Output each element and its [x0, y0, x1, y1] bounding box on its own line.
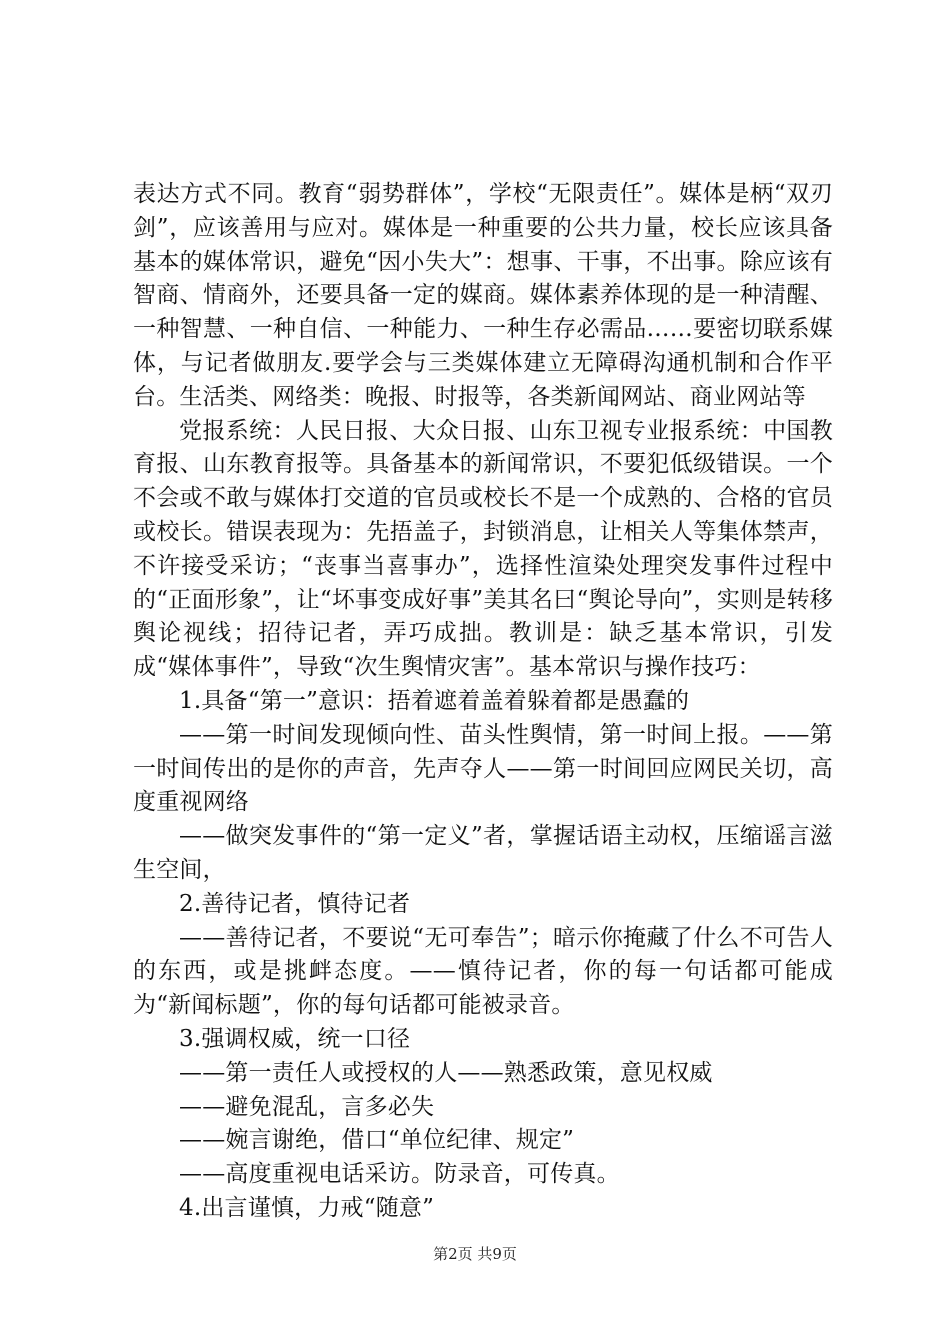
- paragraph-4: ——第一时间发现倾向性、苗头性舆情，第一时间上报。——第一时间传出的是你的声音，先声夺人——第一时间回应网民关切，高度重视网络: [133, 721, 833, 816]
- paragraph-1: 表达方式不同。教育“弱势群体”，学校“无限责任”。媒体是柄“双刃剑”，应该善用与应对。媒体是一种重要的公共力量，校长应该具备基本的媒体常识，避免“因小失大”：想事、干事，不出事。除应该有智商、情商外，还要具备一定的媒商。媒体素养体现的是一种清醒、一种智慧、一种自信、一种能力、一种生存必需品……要密切联系媒体，与记者做朋友.要学会与三类媒体建立无障碍沟通机制和合作平台。生活类、网络类：晚报、时报等，各类新闻网站、商业网站等: [133, 181, 833, 410]
- paragraph-6: 2.善待记者，慎待记者: [179, 890, 411, 917]
- paragraph-12: ——高度重视电话采访。防录音，可传真。: [179, 1161, 620, 1188]
- paragraph-2: 党报系统：人民日报、大众日报、山东卫视专业报系统：中国教育报、山东教育报等。具备基本的新闻常识，不要犯低级错误。一个不会或不敢与媒体打交道的官员或校长不是一个成熟的、合格的官员或校长。错误表现为：先捂盖子，封锁消息，让相关人等集体禁声，不许接受采访；“丧事当喜事办”，选择性渲染处理突发事件过程中的“正面形象”，让“坏事变成好事”美其名曰“舆论导向”，实则是转移舆论视线；招待记者，弄巧成拙。教训是：缺乏基本常识，引发成“媒体事件”，导致“次生舆情灾害”。基本常识与操作技巧：: [133, 417, 833, 681]
- document-body: [133, 178, 833, 1226]
- paragraph-7: ——善待记者，不要说“无可奉告”；暗示你掩藏了什么不可告人的东西，或是挑衅态度。——慎待记者，你的每一句话都可能成为“新闻标题”，你的每句话都可能被录音。: [133, 924, 833, 1019]
- paragraph-5: ——做突发事件的“第一定义”者，掌握话语主动权，压缩谣言滋生空间，: [133, 823, 833, 883]
- paragraph-10: ——避免混乱，言多必失: [179, 1093, 435, 1120]
- paragraph-8: 3.强调权威，统一口径: [179, 1025, 411, 1052]
- page-footer: 第2页 共9页: [433, 1245, 517, 1263]
- paragraph-9: ——第一责任人或授权的人——熟悉政策，意见权威: [179, 1059, 713, 1086]
- paragraph-3: 1.具备“第一”意识：捂着遮着盖着躲着都是愚蠢的: [179, 687, 690, 714]
- paragraph-11: ——婉言谢绝，借口“单位纪律、规定”: [179, 1127, 575, 1154]
- paragraph-13: 4.出言谨慎，力戒“随意”: [179, 1194, 435, 1221]
